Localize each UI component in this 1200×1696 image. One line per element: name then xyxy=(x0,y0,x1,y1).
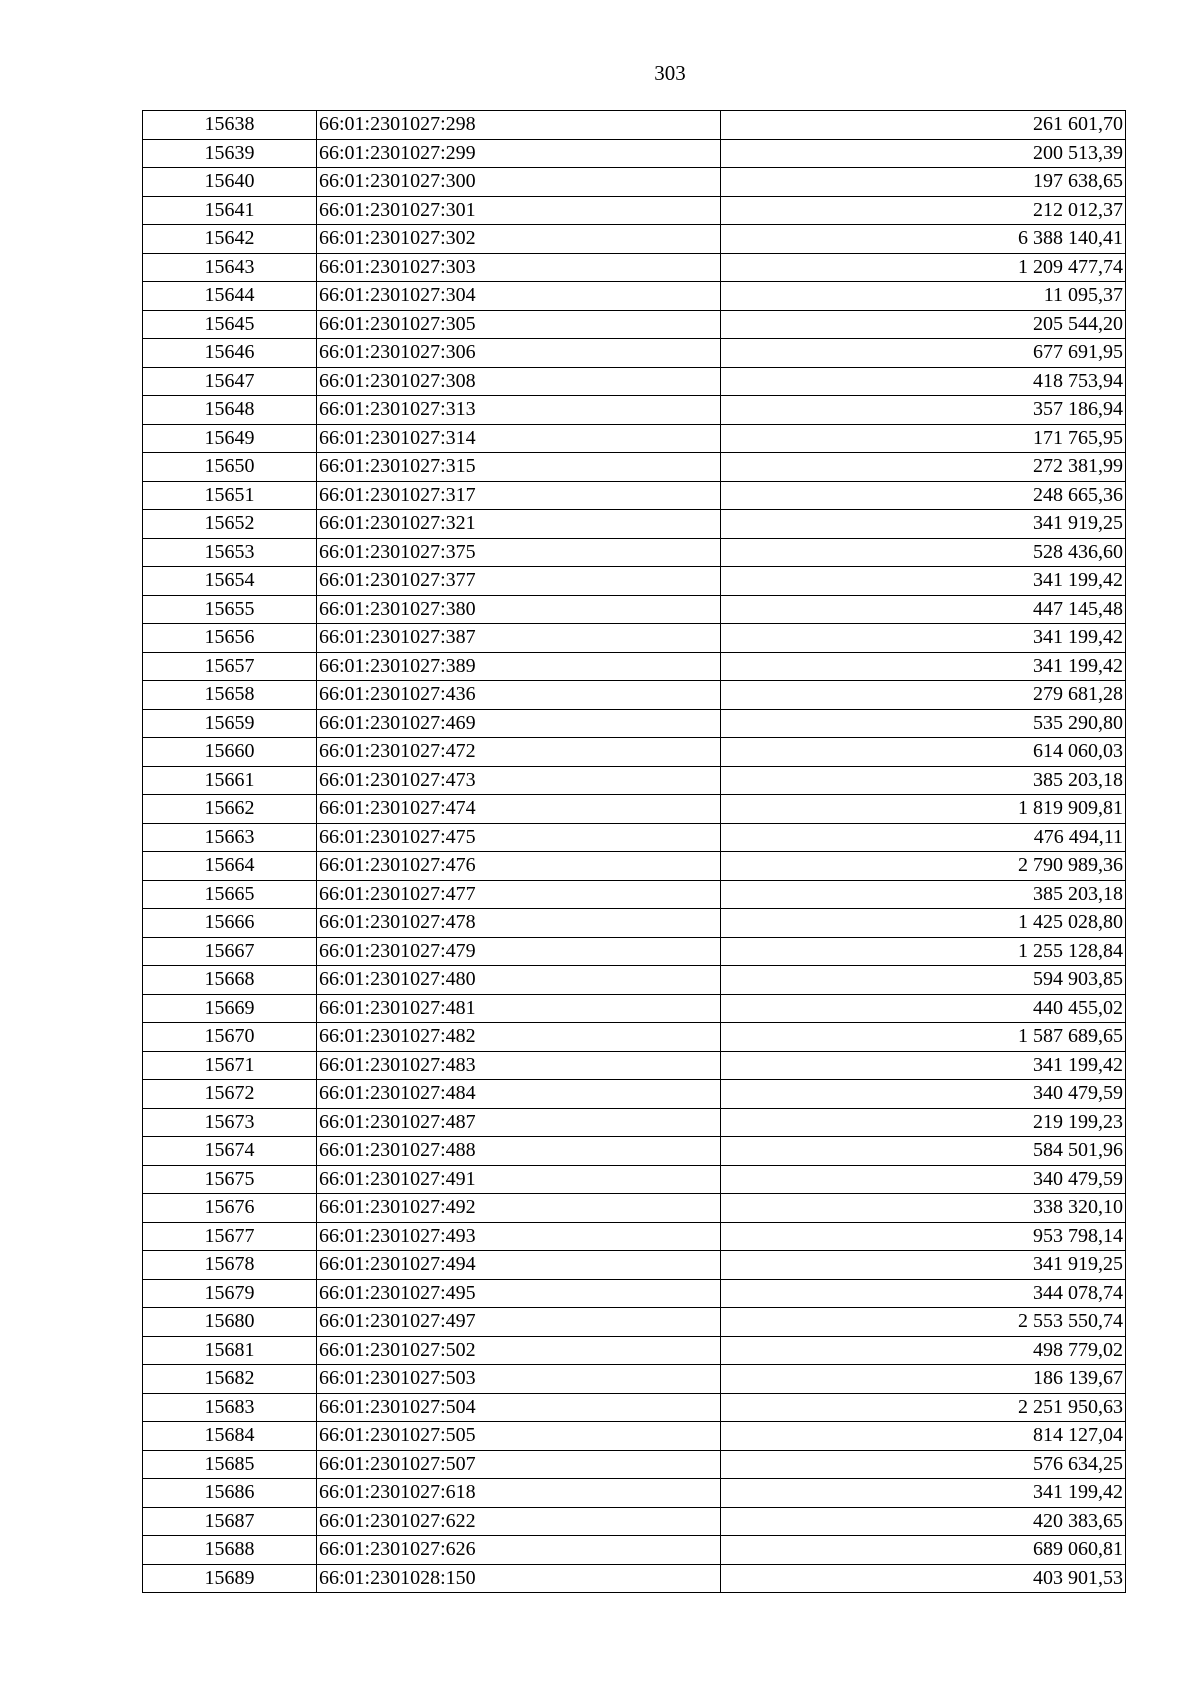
table-row xyxy=(143,139,1126,168)
row-number-cell: 15643 xyxy=(143,253,317,282)
table-row xyxy=(143,367,1126,396)
row-number-cell: 15659 xyxy=(143,709,317,738)
table-row xyxy=(143,225,1126,254)
cadastral-value-cell: 420 383,65 xyxy=(721,1507,1126,1536)
cadastral-value-cell: 261 601,70 xyxy=(721,111,1126,140)
table-row xyxy=(143,1536,1126,1565)
cadastral-value-cell: 341 199,42 xyxy=(721,1479,1126,1508)
cadastral-value-cell: 1 819 909,81 xyxy=(721,795,1126,824)
cadastral-value-cell: 814 127,04 xyxy=(721,1422,1126,1451)
table-row xyxy=(143,453,1126,482)
row-number-cell: 15651 xyxy=(143,481,317,510)
cadastral-value-cell: 344 078,74 xyxy=(721,1279,1126,1308)
table-row xyxy=(143,795,1126,824)
row-number-cell: 15678 xyxy=(143,1251,317,1280)
cadastral-value-cell: 2 790 989,36 xyxy=(721,852,1126,881)
cadastral-number-cell: 66:01:2301027:475 xyxy=(317,823,721,852)
cadastral-value-cell: 11 095,37 xyxy=(721,282,1126,311)
row-number-cell: 15679 xyxy=(143,1279,317,1308)
table-row xyxy=(143,1051,1126,1080)
row-number-cell: 15682 xyxy=(143,1365,317,1394)
row-number-cell: 15652 xyxy=(143,510,317,539)
row-number-cell: 15684 xyxy=(143,1422,317,1451)
row-number-cell: 15672 xyxy=(143,1080,317,1109)
row-number-cell: 15650 xyxy=(143,453,317,482)
cadastral-number-cell: 66:01:2301027:622 xyxy=(317,1507,721,1536)
row-number-cell: 15664 xyxy=(143,852,317,881)
cadastral-value-cell: 186 139,67 xyxy=(721,1365,1126,1394)
cadastral-number-cell: 66:01:2301027:299 xyxy=(317,139,721,168)
table-row xyxy=(143,624,1126,653)
cadastral-number-cell: 66:01:2301027:473 xyxy=(317,766,721,795)
cadastral-number-cell: 66:01:2301027:483 xyxy=(317,1051,721,1080)
cadastral-value-cell: 340 479,59 xyxy=(721,1080,1126,1109)
table-row xyxy=(143,909,1126,938)
table-row xyxy=(143,1165,1126,1194)
cadastral-value-table xyxy=(142,110,1126,1593)
cadastral-number-cell: 66:01:2301027:502 xyxy=(317,1336,721,1365)
cadastral-value-cell: 2 251 950,63 xyxy=(721,1393,1126,1422)
cadastral-value-cell: 279 681,28 xyxy=(721,681,1126,710)
cadastral-number-cell: 66:01:2301027:503 xyxy=(317,1365,721,1394)
cadastral-value-cell: 341 199,42 xyxy=(721,567,1126,596)
table-row xyxy=(143,1108,1126,1137)
row-number-cell: 15656 xyxy=(143,624,317,653)
row-number-cell: 15663 xyxy=(143,823,317,852)
row-number-cell: 15675 xyxy=(143,1165,317,1194)
cadastral-value-cell: 1 587 689,65 xyxy=(721,1023,1126,1052)
table-row xyxy=(143,481,1126,510)
row-number-cell: 15661 xyxy=(143,766,317,795)
cadastral-number-cell: 66:01:2301027:484 xyxy=(317,1080,721,1109)
cadastral-value-cell: 340 479,59 xyxy=(721,1165,1126,1194)
row-number-cell: 15687 xyxy=(143,1507,317,1536)
cadastral-number-cell: 66:01:2301027:314 xyxy=(317,424,721,453)
cadastral-number-cell: 66:01:2301027:505 xyxy=(317,1422,721,1451)
row-number-cell: 15658 xyxy=(143,681,317,710)
row-number-cell: 15668 xyxy=(143,966,317,995)
row-number-cell: 15657 xyxy=(143,652,317,681)
cadastral-value-cell: 1 425 028,80 xyxy=(721,909,1126,938)
table-row xyxy=(143,823,1126,852)
row-number-cell: 15674 xyxy=(143,1137,317,1166)
cadastral-value-cell: 498 779,02 xyxy=(721,1336,1126,1365)
cadastral-value-cell: 677 691,95 xyxy=(721,339,1126,368)
table-row xyxy=(143,1080,1126,1109)
cadastral-number-cell: 66:01:2301027:474 xyxy=(317,795,721,824)
cadastral-value-cell: 584 501,96 xyxy=(721,1137,1126,1166)
table-row xyxy=(143,709,1126,738)
cadastral-value-cell: 341 199,42 xyxy=(721,1051,1126,1080)
row-number-cell: 15673 xyxy=(143,1108,317,1137)
row-number-cell: 15671 xyxy=(143,1051,317,1080)
table-row xyxy=(143,880,1126,909)
cadastral-value-cell: 200 513,39 xyxy=(721,139,1126,168)
cadastral-number-cell: 66:01:2301027:477 xyxy=(317,880,721,909)
cadastral-number-cell: 66:01:2301027:436 xyxy=(317,681,721,710)
cadastral-value-cell: 528 436,60 xyxy=(721,538,1126,567)
table-row xyxy=(143,1564,1126,1593)
cadastral-number-cell: 66:01:2301027:479 xyxy=(317,937,721,966)
cadastral-number-cell: 66:01:2301027:298 xyxy=(317,111,721,140)
cadastral-number-cell: 66:01:2301027:469 xyxy=(317,709,721,738)
cadastral-value-cell: 689 060,81 xyxy=(721,1536,1126,1565)
cadastral-number-cell: 66:01:2301027:303 xyxy=(317,253,721,282)
cadastral-value-cell: 594 903,85 xyxy=(721,966,1126,995)
cadastral-value-cell: 1 255 128,84 xyxy=(721,937,1126,966)
table-row xyxy=(143,282,1126,311)
table-body xyxy=(143,111,1126,1593)
cadastral-number-cell: 66:01:2301027:482 xyxy=(317,1023,721,1052)
row-number-cell: 15666 xyxy=(143,909,317,938)
cadastral-number-cell: 66:01:2301027:491 xyxy=(317,1165,721,1194)
row-number-cell: 15638 xyxy=(143,111,317,140)
cadastral-value-cell: 576 634,25 xyxy=(721,1450,1126,1479)
table-row xyxy=(143,1450,1126,1479)
row-number-cell: 15644 xyxy=(143,282,317,311)
table-row xyxy=(143,1422,1126,1451)
cadastral-number-cell: 66:01:2301027:480 xyxy=(317,966,721,995)
table-row xyxy=(143,937,1126,966)
cadastral-number-cell: 66:01:2301027:478 xyxy=(317,909,721,938)
cadastral-number-cell: 66:01:2301027:380 xyxy=(317,595,721,624)
table-row xyxy=(143,994,1126,1023)
row-number-cell: 15685 xyxy=(143,1450,317,1479)
cadastral-value-cell: 1 209 477,74 xyxy=(721,253,1126,282)
row-number-cell: 15653 xyxy=(143,538,317,567)
table-row xyxy=(143,196,1126,225)
cadastral-value-cell: 418 753,94 xyxy=(721,367,1126,396)
row-number-cell: 15639 xyxy=(143,139,317,168)
cadastral-value-cell: 476 494,11 xyxy=(721,823,1126,852)
cadastral-number-cell: 66:01:2301027:306 xyxy=(317,339,721,368)
table-row xyxy=(143,1308,1126,1337)
row-number-cell: 15647 xyxy=(143,367,317,396)
row-number-cell: 15660 xyxy=(143,738,317,767)
cadastral-value-cell: 219 199,23 xyxy=(721,1108,1126,1137)
cadastral-value-cell: 197 638,65 xyxy=(721,168,1126,197)
row-number-cell: 15665 xyxy=(143,880,317,909)
cadastral-number-cell: 66:01:2301027:389 xyxy=(317,652,721,681)
cadastral-number-cell: 66:01:2301027:387 xyxy=(317,624,721,653)
page-number: 303 xyxy=(654,61,686,85)
table-row xyxy=(143,1137,1126,1166)
cadastral-value-cell: 403 901,53 xyxy=(721,1564,1126,1593)
table-row xyxy=(143,310,1126,339)
cadastral-number-cell: 66:01:2301027:476 xyxy=(317,852,721,881)
table-row xyxy=(143,1251,1126,1280)
table-row xyxy=(143,1507,1126,1536)
cadastral-value-cell: 341 199,42 xyxy=(721,624,1126,653)
row-number-cell: 15649 xyxy=(143,424,317,453)
table-row xyxy=(143,396,1126,425)
table-row xyxy=(143,1194,1126,1223)
table-row xyxy=(143,681,1126,710)
cadastral-value-cell: 447 145,48 xyxy=(721,595,1126,624)
row-number-cell: 15688 xyxy=(143,1536,317,1565)
cadastral-value-cell: 357 186,94 xyxy=(721,396,1126,425)
row-number-cell: 15670 xyxy=(143,1023,317,1052)
table-row xyxy=(143,538,1126,567)
cadastral-value-cell: 385 203,18 xyxy=(721,880,1126,909)
table-row xyxy=(143,111,1126,140)
cadastral-number-cell: 66:01:2301027:315 xyxy=(317,453,721,482)
table-row xyxy=(143,1479,1126,1508)
cadastral-number-cell: 66:01:2301027:305 xyxy=(317,310,721,339)
table-row xyxy=(143,766,1126,795)
table-row xyxy=(143,966,1126,995)
table-row xyxy=(143,567,1126,596)
cadastral-number-cell: 66:01:2301027:300 xyxy=(317,168,721,197)
table-row xyxy=(143,1023,1126,1052)
cadastral-number-cell: 66:01:2301027:626 xyxy=(317,1536,721,1565)
cadastral-value-cell: 272 381,99 xyxy=(721,453,1126,482)
row-number-cell: 15667 xyxy=(143,937,317,966)
row-number-cell: 15686 xyxy=(143,1479,317,1508)
cadastral-number-cell: 66:01:2301027:504 xyxy=(317,1393,721,1422)
cadastral-value-cell: 341 919,25 xyxy=(721,1251,1126,1280)
cadastral-number-cell: 66:01:2301027:317 xyxy=(317,481,721,510)
row-number-cell: 15645 xyxy=(143,310,317,339)
table-row xyxy=(143,1222,1126,1251)
row-number-cell: 15640 xyxy=(143,168,317,197)
row-number-cell: 15689 xyxy=(143,1564,317,1593)
row-number-cell: 15646 xyxy=(143,339,317,368)
cadastral-value-cell: 2 553 550,74 xyxy=(721,1308,1126,1337)
cadastral-number-cell: 66:01:2301027:618 xyxy=(317,1479,721,1508)
row-number-cell: 15676 xyxy=(143,1194,317,1223)
table-row xyxy=(143,1279,1126,1308)
cadastral-number-cell: 66:01:2301027:487 xyxy=(317,1108,721,1137)
table-row xyxy=(143,253,1126,282)
table-row xyxy=(143,738,1126,767)
cadastral-number-cell: 66:01:2301027:495 xyxy=(317,1279,721,1308)
cadastral-value-cell: 385 203,18 xyxy=(721,766,1126,795)
cadastral-value-cell: 338 320,10 xyxy=(721,1194,1126,1223)
cadastral-number-cell: 66:01:2301027:494 xyxy=(317,1251,721,1280)
cadastral-number-cell: 66:01:2301027:497 xyxy=(317,1308,721,1337)
row-number-cell: 15655 xyxy=(143,595,317,624)
cadastral-number-cell: 66:01:2301027:313 xyxy=(317,396,721,425)
cadastral-number-cell: 66:01:2301028:150 xyxy=(317,1564,721,1593)
cadastral-number-cell: 66:01:2301027:302 xyxy=(317,225,721,254)
cadastral-number-cell: 66:01:2301027:492 xyxy=(317,1194,721,1223)
cadastral-value-cell: 205 544,20 xyxy=(721,310,1126,339)
cadastral-value-cell: 6 388 140,41 xyxy=(721,225,1126,254)
row-number-cell: 15677 xyxy=(143,1222,317,1251)
cadastral-value-cell: 535 290,80 xyxy=(721,709,1126,738)
cadastral-value-cell: 341 919,25 xyxy=(721,510,1126,539)
table-row xyxy=(143,339,1126,368)
cadastral-value-cell: 212 012,37 xyxy=(721,196,1126,225)
row-number-cell: 15680 xyxy=(143,1308,317,1337)
row-number-cell: 15654 xyxy=(143,567,317,596)
cadastral-number-cell: 66:01:2301027:472 xyxy=(317,738,721,767)
cadastral-value-cell: 614 060,03 xyxy=(721,738,1126,767)
cadastral-value-cell: 171 765,95 xyxy=(721,424,1126,453)
cadastral-number-cell: 66:01:2301027:488 xyxy=(317,1137,721,1166)
table-row xyxy=(143,1365,1126,1394)
row-number-cell: 15648 xyxy=(143,396,317,425)
table-row xyxy=(143,510,1126,539)
row-number-cell: 15681 xyxy=(143,1336,317,1365)
cadastral-number-cell: 66:01:2301027:301 xyxy=(317,196,721,225)
cadastral-number-cell: 66:01:2301027:377 xyxy=(317,567,721,596)
table-row xyxy=(143,1336,1126,1365)
cadastral-value-cell: 341 199,42 xyxy=(721,652,1126,681)
row-number-cell: 15683 xyxy=(143,1393,317,1422)
table-row xyxy=(143,1393,1126,1422)
cadastral-number-cell: 66:01:2301027:481 xyxy=(317,994,721,1023)
cadastral-value-cell: 440 455,02 xyxy=(721,994,1126,1023)
row-number-cell: 15641 xyxy=(143,196,317,225)
table-row xyxy=(143,852,1126,881)
row-number-cell: 15669 xyxy=(143,994,317,1023)
row-number-cell: 15662 xyxy=(143,795,317,824)
table-row xyxy=(143,652,1126,681)
cadastral-value-cell: 248 665,36 xyxy=(721,481,1126,510)
cadastral-number-cell: 66:01:2301027:321 xyxy=(317,510,721,539)
table-row xyxy=(143,595,1126,624)
table-row xyxy=(143,168,1126,197)
row-number-cell: 15642 xyxy=(143,225,317,254)
cadastral-number-cell: 66:01:2301027:308 xyxy=(317,367,721,396)
table-row xyxy=(143,424,1126,453)
cadastral-value-cell: 953 798,14 xyxy=(721,1222,1126,1251)
cadastral-number-cell: 66:01:2301027:375 xyxy=(317,538,721,567)
cadastral-number-cell: 66:01:2301027:507 xyxy=(317,1450,721,1479)
cadastral-number-cell: 66:01:2301027:493 xyxy=(317,1222,721,1251)
cadastral-number-cell: 66:01:2301027:304 xyxy=(317,282,721,311)
